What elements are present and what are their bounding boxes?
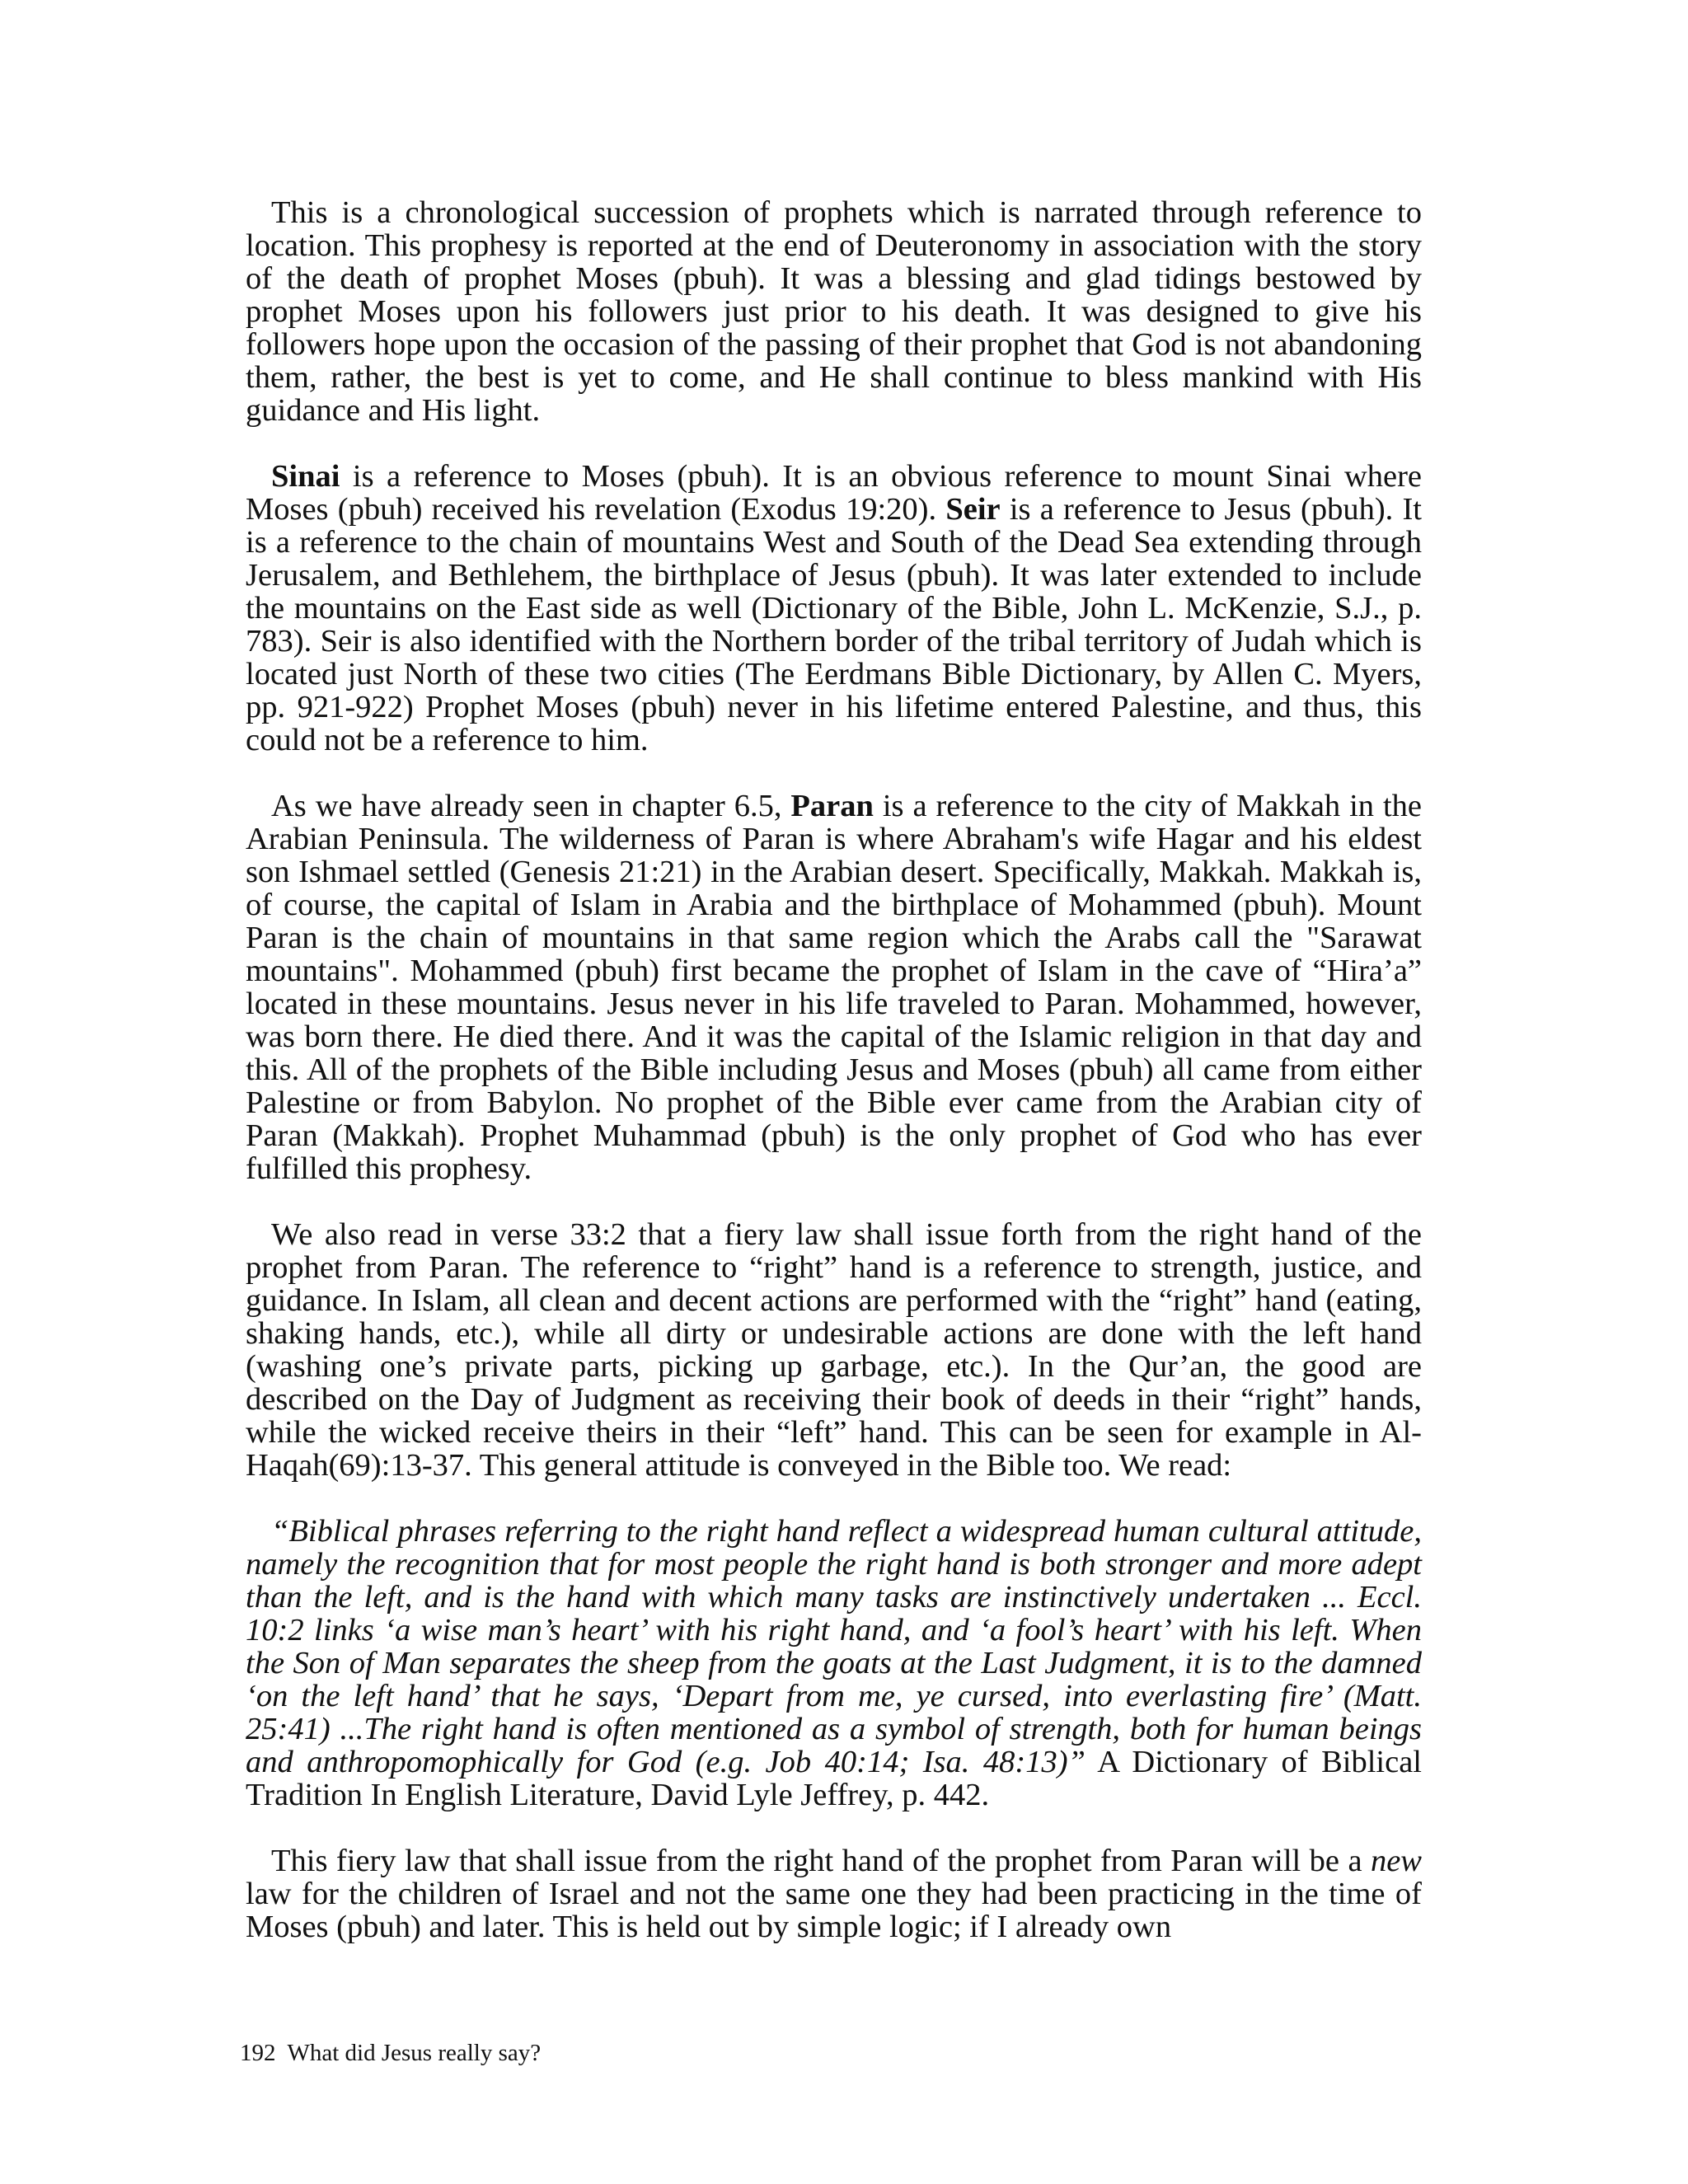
paragraph-fiery-law-text-1: This fiery law that shall issue from the right hand of the prophet from Paran will be a (271, 1844, 1371, 1878)
page-number: 192 (240, 2040, 276, 2066)
paragraph-prophecy-intro: This is a chronological succession of prophets which is narrated through reference to location. This prophesy is reported at the end of Deuteronomy in association with the story of the death of prophet Moses (pbuh). It was a blessing and glad tidings bestowed by prophet Moses upon his followers just prior to his death. It was designed to give his followers hope upon the occasion of the passing of their prophet that God is not abandoning them, rather, the best is yet to come, and He shall continue to bless mankind with His guidance and His light. (246, 195, 1422, 428)
term-new: new (1370, 1844, 1422, 1878)
paragraph-paran-text-2: is a reference to the city of Makkah in the Arabian Peninsula. The wilderness of Paran is where Abraham's wife Hagar and his eldest son Ishmael settled (Genesis 21:21) in the Arabian desert. Specifically, Makkah. Makkah is, of course, the capital of Islam in Arabia and the birthplace of Mohammed (pbuh). Mount Paran is the chain of mountains in that same region which the Arabs call the "Sarawat mountains". Mohammed (pbuh) first became the prophet of Islam in the cave of “Hira’a” located in these mountains. Jesus never in his life traveled to Paran. Mohammed, however, was born there. He died there. And it was the capital of the Islamic religion in that day and this. All of the prophets of the Bible including Jesus and Moses (pbuh) all came from either Palestine or from Babylon. No prophet of the Bible ever came from the Arabian city of Paran (Makkah). Prophet Muhammad (pbuh) is the only prophet of God who has ever fulfilled this prophesy. (246, 789, 1422, 1186)
block-quote (246, 1515, 1422, 1811)
term-sinai: Sinai (271, 459, 340, 494)
term-seir: Seir (945, 492, 1001, 527)
page-footer (240, 2039, 541, 2067)
quote-source: A Dictionary of Biblical Tradition In English Literature, David Lyle Jeffrey, p. 442. (246, 1745, 1422, 1812)
paragraph-right-hand: We also read in verse 33:2 that a fiery law shall issue forth from the right hand of the prophet from Paran. The reference to “right” hand is a reference to strength, justice, and guidance. In Islam, all clean and decent actions are performed with the “right” hand (eating, shaking hands, etc.), while all dirty or undesirable actions are done with the left hand (washing one’s private parts, picking up garbage, etc.). In the Qur’an, the good are described on the Day of Judgment as receiving their book of deeds in their “right” hands, while the wicked receive theirs in their “left” hand. This can be seen for example in Al-Haqah(69):13-37. This general attitude is conveyed in the Bible too. We read: (246, 1217, 1422, 1483)
paragraph-sinai-seir-text-2: is a reference to Jesus (pbuh). It is a reference to the chain of mountains West and South of the Dead Sea extending through Jerusalem, and Bethlehem, the birthplace of Jesus (pbuh). It was later extended to include the mountains on the East side as well (Dictionary of the Bible, John L. McKenzie, S.J., p. 783). Seir is also identified with the Northern border of the tribal territory of Judah which is located just North of these two cities (The Eerdmans Bible Dictionary, by Allen C. Myers, pp. 921-922) Prophet Moses (pbuh) never in his lifetime entered Palestine, and thus, this could not be a reference to him. (246, 492, 1422, 757)
paragraph-sinai-seir-text-1: is a reference to Moses (pbuh). It is an obvious reference to mount Sinai where Moses (pbuh) received his revelation (Exodus 19:20). (246, 459, 1422, 527)
paragraph-sinai-seir (246, 460, 1422, 757)
page-body (246, 196, 1422, 1943)
paragraph-fiery-law (246, 1844, 1422, 1943)
paragraph-paran (246, 790, 1422, 1185)
quote-text: “Biblical phrases referring to the right hand reflect a widespread human cultural attitude, namely the recognition that for most people the right hand is both stronger and more adept than the left, and is the hand with which many tasks are instinctively undertaken ... Eccl. 10:2 links ‘a wise man’s heart’ with his right hand, and ‘a fool’s heart’ with his left. When the Son of Man separates the sheep from the goats at the Last Judgment, it is to the damned ‘on the left hand’ that he says, ‘Depart from me, ye cursed, into everlasting fire’ (Matt. 25:41) ...The right hand is often mentioned as a symbol of strength, both for human beings and anthropomophically for God (e.g. Job 40:14; Isa. 48:13)” (246, 1514, 1422, 1779)
paragraph-fiery-law-text-2: law for the children of Israel and not the same one they had been practicing in the time of Moses (pbuh) and later. This is held out by simple logic; if I already own (246, 1877, 1422, 1944)
term-paran: Paran (790, 789, 874, 823)
running-title: What did Jesus really say? (287, 2040, 542, 2066)
paragraph-paran-text-1: As we have already seen in chapter 6.5, (271, 789, 791, 823)
